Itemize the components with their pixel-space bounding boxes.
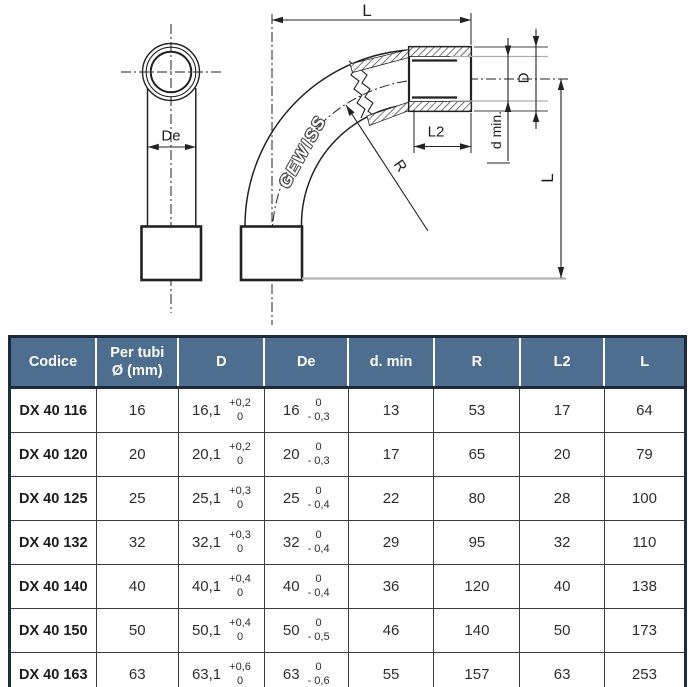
cell-r: 53: [434, 388, 520, 433]
d-tolerance-upper: +0,3: [229, 484, 251, 497]
de-tolerance-upper: 0: [315, 396, 322, 409]
d-tolerance: [229, 573, 251, 601]
d-tolerance-lower: 0: [236, 454, 244, 467]
d-tolerance-lower: 0: [236, 542, 244, 555]
de-tolerance-lower: - 0,4: [307, 586, 330, 599]
cell-de: [264, 388, 348, 433]
cell-l2: 17: [520, 388, 605, 433]
col-header-r: R: [434, 337, 520, 388]
de-tolerance-upper: 0: [315, 572, 322, 585]
de-tolerance: [308, 397, 330, 425]
cell-de: [264, 565, 348, 609]
dim-label-l-top: L: [362, 1, 372, 20]
col-header-per-tubi-line2: Ø (mm): [111, 363, 163, 379]
cell-l2: 32: [520, 521, 605, 565]
cell-d-min: 36: [348, 565, 434, 609]
d-tolerance: [229, 661, 251, 687]
cell-l: 79: [604, 433, 685, 477]
cell-de: [264, 609, 348, 653]
cell-r: 140: [434, 609, 520, 653]
cell-per-tubi: 50: [96, 609, 178, 653]
cell-codice: DX 40 120: [10, 433, 97, 477]
de-value: 63: [282, 666, 300, 683]
cell-d: [178, 609, 264, 653]
cell-per-tubi: 16: [96, 388, 178, 433]
dimensions-table: [8, 335, 687, 687]
dim-label-l-right: L: [538, 173, 557, 183]
cell-d-min: 55: [348, 653, 434, 687]
cell-d: [178, 521, 264, 565]
cell-codice: DX 40 116: [10, 388, 97, 433]
cell-per-tubi: 40: [96, 565, 178, 609]
cell-l2: 63: [520, 653, 605, 687]
d-value: 32,1: [191, 534, 222, 551]
d-tolerance: [229, 617, 251, 645]
cell-d: [178, 433, 264, 477]
cell-d: [178, 565, 264, 609]
d-tolerance-upper: +0,6: [229, 660, 251, 673]
d-tolerance-upper: +0,4: [229, 572, 251, 585]
de-tolerance-upper: 0: [315, 616, 322, 629]
d-value: 16,1: [191, 402, 222, 419]
cell-r: 65: [434, 433, 520, 477]
de-tolerance: [308, 485, 330, 513]
cell-de: [264, 477, 348, 521]
de-value: 50: [282, 622, 300, 639]
dim-label-d-min: d min.: [488, 110, 504, 150]
table-row: [10, 609, 686, 653]
cell-per-tubi: 20: [96, 433, 178, 477]
d-value: 40,1: [191, 578, 222, 595]
dim-label-de: De: [161, 127, 181, 145]
de-value: 16: [282, 402, 300, 419]
d-value: 20,1: [191, 446, 222, 463]
col-header-per-tubi: [96, 337, 178, 388]
d-tolerance-lower: 0: [236, 674, 244, 687]
cell-de: [264, 433, 348, 477]
col-header-l2: L2: [520, 337, 605, 388]
d-tolerance-lower: 0: [236, 410, 244, 423]
cell-d-min: 46: [348, 609, 434, 653]
col-header-d-min: d. min: [348, 337, 434, 388]
col-header-l: L: [604, 337, 685, 388]
de-tolerance-lower: - 0,3: [307, 410, 330, 423]
d-tolerance-upper: +0,2: [229, 396, 251, 409]
cell-d: [178, 653, 264, 687]
cell-de: [264, 653, 348, 687]
de-value: 40: [282, 578, 300, 595]
cell-d: [178, 477, 264, 521]
d-tolerance: [229, 529, 251, 557]
d-tolerance: [229, 441, 251, 469]
dim-label-l2: L2: [427, 123, 445, 141]
de-tolerance-upper: 0: [315, 660, 322, 673]
technical-drawing: [0, 0, 695, 334]
d-value: 50,1: [191, 622, 222, 639]
col-header-codice: Codice: [10, 337, 97, 388]
cell-codice: DX 40 150: [10, 609, 97, 653]
col-header-per-tubi-line1: Per tubi: [110, 344, 165, 361]
cell-per-tubi: 25: [96, 477, 178, 521]
cell-l: 100: [604, 477, 685, 521]
table-header: [10, 337, 686, 388]
table-row: [10, 521, 686, 565]
dim-label-d: D: [515, 72, 533, 84]
de-tolerance-lower: - 0,5: [307, 630, 330, 643]
table-row: [10, 433, 686, 477]
cell-codice: DX 40 140: [10, 565, 97, 609]
cell-d-min: 29: [348, 521, 434, 565]
d-tolerance-upper: +0,2: [229, 440, 251, 453]
de-tolerance-lower: - 0,3: [307, 454, 330, 467]
d-tolerance-lower: 0: [236, 498, 244, 511]
d-tolerance-upper: +0,4: [229, 616, 251, 629]
table-row: [10, 565, 686, 609]
table-row: [10, 653, 686, 687]
de-tolerance: [308, 617, 330, 645]
d-tolerance-lower: 0: [236, 630, 244, 643]
d-tolerance: [229, 397, 251, 425]
cell-r: 80: [434, 477, 520, 521]
cell-d-min: 17: [348, 433, 434, 477]
cell-l: 173: [604, 609, 685, 653]
de-tolerance-lower: - 0,4: [307, 542, 330, 555]
col-header-de: De: [264, 337, 348, 388]
cell-l2: 20: [520, 433, 605, 477]
de-value: 32: [282, 534, 300, 551]
d-value: 63,1: [191, 666, 222, 683]
dim-label-r: R: [389, 156, 411, 176]
de-tolerance: [308, 661, 330, 687]
cell-d: [178, 388, 264, 433]
de-tolerance: [308, 529, 330, 557]
cell-l: 110: [604, 521, 685, 565]
cell-per-tubi: 32: [96, 521, 178, 565]
cell-codice: DX 40 132: [10, 521, 97, 565]
cell-r: 95: [434, 521, 520, 565]
de-value: 25: [282, 490, 300, 507]
cell-l: 64: [604, 388, 685, 433]
cell-l2: 50: [520, 609, 605, 653]
d-value: 25,1: [191, 490, 222, 507]
cell-d-min: 22: [348, 477, 434, 521]
de-tolerance-upper: 0: [315, 440, 322, 453]
cell-r: 120: [434, 565, 520, 609]
d-tolerance-lower: 0: [236, 586, 244, 599]
table-body: [10, 388, 686, 687]
de-tolerance: [308, 441, 330, 469]
d-tolerance: [229, 485, 251, 513]
de-tolerance-lower: - 0,6: [307, 674, 330, 687]
table-row: [10, 388, 686, 433]
cell-r: 157: [434, 653, 520, 687]
cell-l2: 28: [520, 477, 605, 521]
cell-l: 253: [604, 653, 685, 687]
d-tolerance-upper: +0,3: [229, 528, 251, 541]
cell-codice: DX 40 125: [10, 477, 97, 521]
cell-de: [264, 521, 348, 565]
table-row: [10, 477, 686, 521]
de-tolerance: [308, 573, 330, 601]
cell-l2: 40: [520, 565, 605, 609]
de-value: 20: [282, 446, 300, 463]
col-header-d: D: [178, 337, 264, 388]
cell-per-tubi: 63: [96, 653, 178, 687]
cell-l: 138: [604, 565, 685, 609]
cell-codice: DX 40 163: [10, 653, 97, 687]
cell-d-min: 13: [348, 388, 434, 433]
de-tolerance-lower: - 0,4: [307, 498, 330, 511]
de-tolerance-upper: 0: [315, 484, 322, 497]
brand-watermark: GEWISS: [274, 112, 331, 192]
front-view: [121, 24, 221, 313]
de-tolerance-upper: 0: [315, 528, 322, 541]
